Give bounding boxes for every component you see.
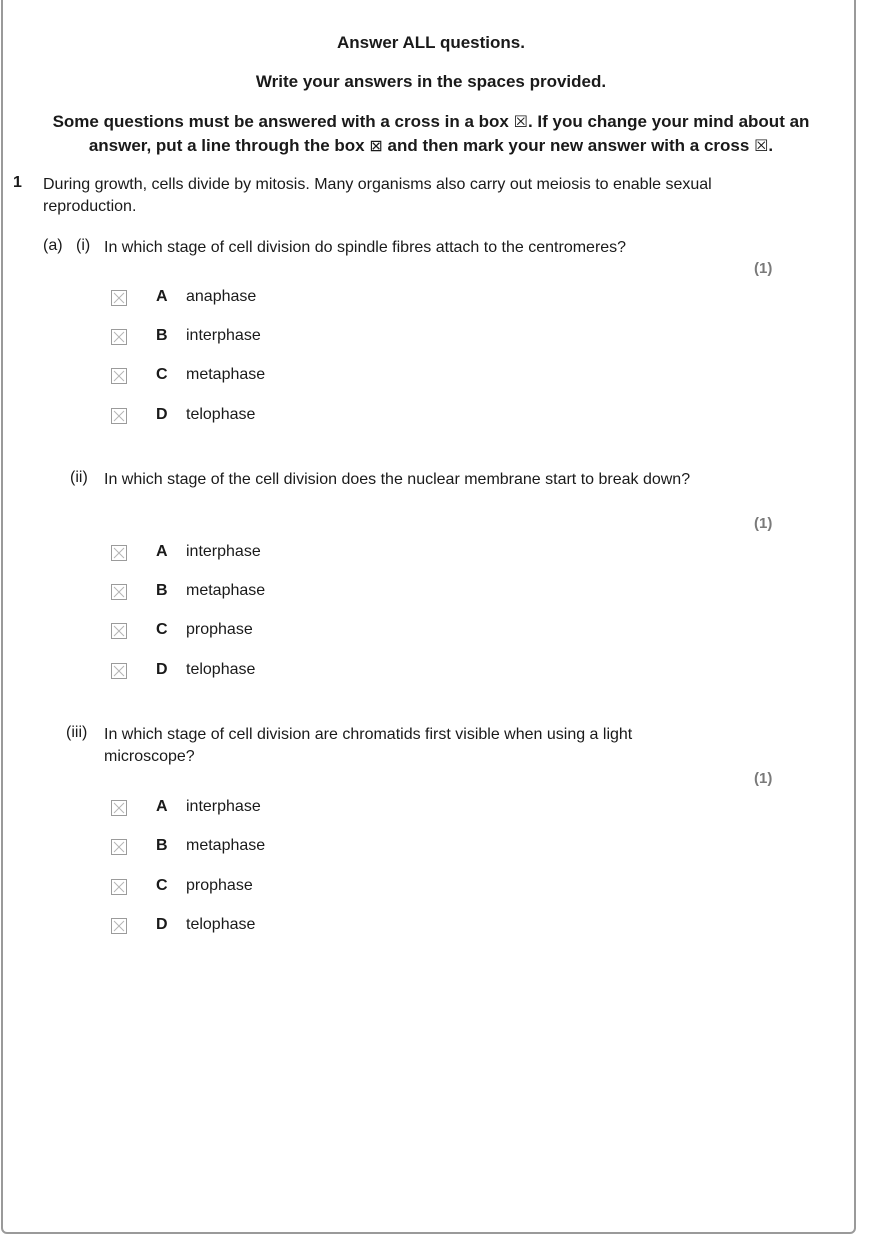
option-letter: A [156, 543, 168, 560]
option-letter: C [156, 621, 168, 638]
option-letter: A [156, 798, 168, 815]
struck-box-icon: ⊠ [369, 138, 383, 155]
answer-checkbox[interactable] [111, 329, 127, 345]
answer-checkbox[interactable] [111, 584, 127, 600]
option-text: telophase [186, 916, 256, 933]
instruction-answer-all: Answer ALL questions. [337, 33, 525, 52]
option-letter: B [156, 582, 168, 599]
option-text: prophase [186, 621, 253, 638]
option-text: metaphase [186, 582, 266, 599]
option-letter: D [156, 661, 168, 678]
answer-checkbox[interactable] [111, 918, 127, 934]
cross-box-icon: ☒ [513, 114, 528, 131]
option-text: telophase [186, 661, 256, 678]
answer-checkbox[interactable] [111, 800, 127, 816]
option-letter: D [156, 916, 168, 933]
option-letter: B [156, 327, 168, 344]
instruction-write-answers: Write your answers in the spaces provided. [255, 72, 607, 91]
subpart-question: In which stage of cell division do spindle fibres attach to the centromeres? [104, 239, 627, 256]
option-text: interphase [186, 798, 261, 815]
answer-checkbox[interactable] [111, 623, 127, 639]
marks-indicator: (1) [754, 770, 773, 787]
subpart-label: (i) [76, 237, 91, 254]
cross-box-icon: ☒ [754, 138, 769, 155]
option-letter: D [156, 406, 168, 423]
question-stem: During growth, cells divide by mitosis. Many organisms also carry out meiosis to enable sexual reproduction. [43, 176, 712, 215]
answer-checkbox[interactable] [111, 839, 127, 855]
option-text: anaphase [186, 288, 257, 305]
question-number: 1 [13, 174, 22, 191]
option-text: interphase [186, 327, 261, 344]
answer-checkbox[interactable] [111, 290, 127, 306]
answer-checkbox[interactable] [111, 879, 127, 895]
option-letter: B [156, 837, 168, 854]
option-text: telophase [186, 406, 256, 423]
answer-checkbox[interactable] [111, 408, 127, 424]
answer-checkbox[interactable] [111, 663, 127, 679]
option-letter: A [156, 288, 168, 305]
subpart-label: (iii) [66, 724, 88, 741]
option-text: prophase [186, 877, 253, 894]
answer-checkbox[interactable] [111, 368, 127, 384]
option-letter: C [156, 877, 168, 894]
marks-indicator: (1) [754, 515, 773, 532]
answer-checkbox[interactable] [111, 545, 127, 561]
subpart-label: (ii) [70, 469, 88, 486]
option-letter: C [156, 366, 168, 383]
instruction-cross-box: Some questions must be answered with a cross in a box ☒. If you change your mind about an answer, put a line through the box ⊠ and then mark your new answer with a cross ☒. [22, 110, 840, 158]
subpart-question: In which stage of cell division are chromatids first visible when using a light microscope? [104, 726, 633, 765]
option-text: metaphase [186, 837, 266, 854]
part-a-label: (a) [43, 237, 63, 254]
subpart-question: In which stage of the cell division does the nuclear membrane start to break down? [104, 471, 691, 488]
marks-indicator: (1) [754, 260, 773, 277]
option-text: metaphase [186, 366, 266, 383]
option-text: interphase [186, 543, 261, 560]
